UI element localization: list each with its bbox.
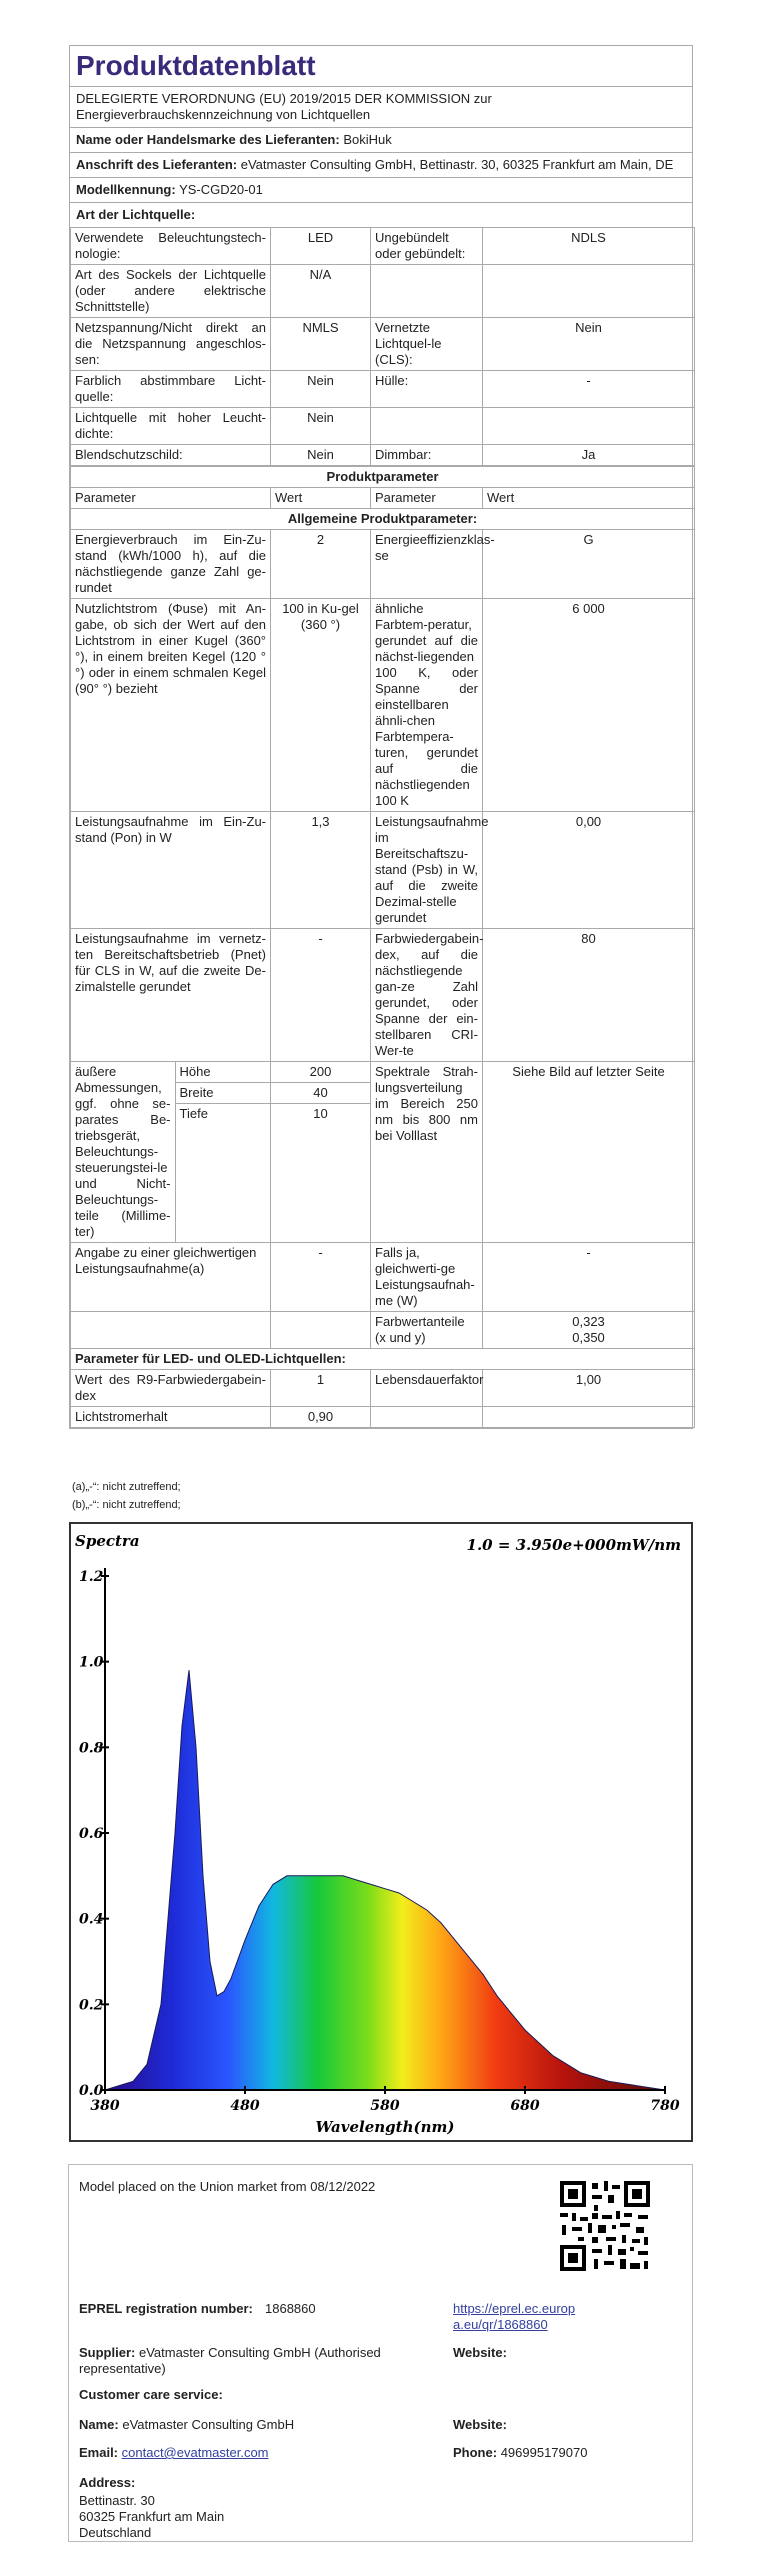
type-row-5-param-2: Dimmbar: xyxy=(371,445,483,466)
model-id: YS-CGD20-01 xyxy=(179,182,263,197)
customer-care-label: Customer care service: xyxy=(79,2387,223,2402)
spectrum-chart xyxy=(69,1522,693,2142)
equiv-power-w-label: Falls ja, gleichwerti-ge Leistungsaufnah-me (W) xyxy=(371,1243,483,1312)
type-row-3-value-2: - xyxy=(483,371,695,408)
type-row-4-value-2 xyxy=(483,408,695,445)
care-name-label: Name: xyxy=(79,2417,119,2432)
param-row-2-value-1: 1,3 xyxy=(271,812,371,929)
supplier-address-row xyxy=(70,153,692,178)
led-row-0-param-2: Lebensdauerfaktor xyxy=(371,1370,483,1407)
spectral-distribution-value: Siehe Bild auf letzter Seite xyxy=(483,1062,695,1243)
eprel-reg-number: 1868860 xyxy=(265,2301,316,2316)
type-row-3-param-1: Farblich abstimmbare Licht-quelle: xyxy=(71,371,271,408)
supplier-address: eVatmaster Consulting GmbH, Bettinastr. 30, 60325 Frankfurt am Main, DE xyxy=(240,157,674,172)
product-data-sheet xyxy=(69,45,693,1429)
x-tick-label: 680 xyxy=(510,2098,540,2114)
x-tick-label: 380 xyxy=(90,2098,120,2114)
led-row-0-value-2: 1,00 xyxy=(483,1370,695,1407)
spectrum-area xyxy=(105,1670,665,2090)
param-row-1-value-2: 6 000 xyxy=(483,599,695,812)
led-row-1-param-2 xyxy=(371,1407,483,1428)
param-row-1-param-2: ähnliche Farbtem-peratur, gerundet auf die nächst-liegenden 100 K, oder Spanne der einstellbaren ähnli-chen Farbtempera-turen, gerundet auf die nächstliegenden 100 K xyxy=(371,599,483,812)
equiv-power-w-value: - xyxy=(483,1243,695,1312)
type-row-0-value-1: LED xyxy=(271,228,371,265)
care-phone-label: Phone: xyxy=(453,2445,498,2460)
dimensions-label: äußere Abmessungen, ggf. ohne se-parates Be-triebsgerät, Beleuchtungs-steuerungstei-le und Nicht-Beleuchtungs-teile (Millime-ter) xyxy=(71,1062,175,1242)
dim-width-value: 40 xyxy=(271,1083,370,1104)
param-row-1-value-1: 100 in Ku-gel (360 °) xyxy=(271,599,371,812)
footnotes xyxy=(72,1478,181,1514)
model-row xyxy=(70,178,692,203)
col-header-parameter: Parameter xyxy=(71,488,271,509)
care-address xyxy=(79,2493,224,2541)
dim-height-value: 200 xyxy=(271,1062,370,1083)
care-address-label: Address: xyxy=(79,2475,136,2490)
type-row-1-param-1: Art des Sockels der Lichtquelle (oder andere elektrische Schnittstelle) xyxy=(71,265,271,318)
website-label: Website: xyxy=(453,2345,507,2360)
param-row-2-param-1: Leistungsaufnahme im Ein-Zu-stand (Pon) in W xyxy=(71,812,271,929)
type-row-0-param-1: Verwendete Beleuchtungstech-nologie: xyxy=(71,228,271,265)
market-placement: Model placed on the Union market from 08/12/2022 xyxy=(79,2179,376,2194)
model-label: Modellkennung: xyxy=(76,182,176,197)
footnote-a: (a)„-“: nicht zutreffend; xyxy=(72,1481,181,1493)
page-title: Produktdatenblatt xyxy=(70,46,692,87)
x-axis-label: Wavelength(nm) xyxy=(315,2118,455,2136)
section-product-parameters: Produktparameter xyxy=(71,467,695,488)
care-phone-row xyxy=(453,2445,587,2460)
supplier-name-label: Name oder Handelsmarke des Lieferanten: xyxy=(76,132,340,147)
param-row-3-value-1: - xyxy=(271,929,371,1062)
x-tick-label: 580 xyxy=(370,2098,400,2114)
address-country: Deutschland xyxy=(79,2525,152,2540)
type-row-1-value-2 xyxy=(483,265,695,318)
dimensions-values xyxy=(271,1062,371,1243)
type-row-1-value-1: N/A xyxy=(271,265,371,318)
chart-title: Spectra xyxy=(75,1532,140,1550)
empty-cell xyxy=(271,1312,371,1349)
chromaticity-values xyxy=(483,1312,695,1349)
type-row-2-param-1: Netzspannung/Nicht direkt an die Netzspannung angeschlos-sen: xyxy=(71,318,271,371)
supplier-name: BokiHuk xyxy=(343,132,392,147)
care-email-label: Email: xyxy=(79,2445,119,2460)
led-row-0-param-1: Wert des R9-Farbwiedergabein-dex xyxy=(71,1370,271,1407)
param-row-3-param-2: Farbwiedergabein-dex, auf die nächstliegende gan-ze Zahl gerundet, oder Spanne der ein-stellbaren CRI-Wer-te xyxy=(371,929,483,1062)
y-tick-label: 0.0 xyxy=(79,2083,104,2099)
type-row-3-param-2: Hülle: xyxy=(371,371,483,408)
type-row-5-value-2: Ja xyxy=(483,445,695,466)
y-tick-label: 1.0 xyxy=(79,1654,104,1671)
led-row-1-value-1: 0,90 xyxy=(271,1407,371,1428)
type-row-2-param-2: Vernetzte Lichtquel-le (CLS): xyxy=(371,318,483,371)
param-row-0-value-1: 2 xyxy=(271,530,371,599)
type-row-4-param-1: Lichtquelle mit hoher Leucht-dichte: xyxy=(71,408,271,445)
type-row-5-value-1: Nein xyxy=(271,445,371,466)
param-row-0-param-1: Energieverbrauch im Ein-Zu-stand (kWh/1000 h), auf die nächstliegende ganze Zahl ge-rundet xyxy=(71,530,271,599)
y-tick-label: 0.2 xyxy=(79,1997,104,2014)
type-row-2-value-2: Nein xyxy=(483,318,695,371)
dim-width-label: Breite xyxy=(176,1083,271,1104)
supplier-address-label: Anschrift des Lieferanten: xyxy=(76,157,238,172)
chromaticity-label: Farbwertanteile (x und y) xyxy=(371,1312,483,1349)
led-row-1-value-2 xyxy=(483,1407,695,1428)
supplier-info xyxy=(79,2345,439,2377)
equiv-power-label: Angabe zu einer gleichwertigen Leistungsaufnahme(a) xyxy=(71,1243,271,1312)
param-row-0-value-2: G xyxy=(483,530,695,599)
col-header-value: Wert xyxy=(271,488,371,509)
eprel-reg-label: EPREL registration number: xyxy=(79,2301,253,2316)
chromaticity-y: 0,350 xyxy=(572,1330,605,1345)
dim-height-label: Höhe xyxy=(176,1062,271,1083)
equiv-power-value: - xyxy=(271,1243,371,1312)
y-tick-label: 0.6 xyxy=(79,1826,104,1842)
spectrum-chart-svg xyxy=(71,1524,691,2140)
chart-annotation: 1.0 = 3.950e+000mW/nm xyxy=(466,1536,681,1554)
light-source-type-heading: Art der Lichtquelle: xyxy=(76,207,196,222)
qr-code-icon[interactable] xyxy=(558,2179,652,2273)
spectral-distribution-label: Spektrale Strah-lungsverteilung im Bereich 250 nm bis 800 nm bei Volllast xyxy=(371,1062,483,1243)
eprel-link[interactable]: https://eprel.ec.europa.eu/qr/1868860 xyxy=(453,2301,576,2332)
param-row-3-param-1: Leistungsaufnahme im vernetz-ten Bereitschaftsbetrieb (Pnet) für CLS in W, auf die zweite De-zimalstelle gerundet xyxy=(71,929,271,1062)
chromaticity-x: 0,323 xyxy=(572,1314,605,1329)
dim-depth-label: Tiefe xyxy=(179,1106,208,1121)
footnote-b: (b)„-“: nicht zutreffend; xyxy=(72,1499,181,1511)
col-header-value: Wert xyxy=(483,488,695,509)
care-phone: 496995179070 xyxy=(500,2445,588,2460)
eprel-info-box xyxy=(68,2164,693,2542)
light-source-type-table xyxy=(70,227,695,466)
type-row-2-value-1: NMLS xyxy=(271,318,371,371)
param-row-2-param-2: Leistungsaufnahme im Bereitschaftszu-stand (Psb) in W, auf die zweite Dezimal-stelle gerundet xyxy=(371,812,483,929)
y-tick-label: 1.2 xyxy=(79,1569,104,1585)
section-general-parameters: Allgemeine Produktparameter: xyxy=(71,509,695,530)
type-row-1-param-2 xyxy=(371,265,483,318)
address-city: 60325 Frankfurt am Main xyxy=(79,2509,225,2524)
dim-depth-value: 10 xyxy=(313,1106,328,1121)
care-email-row xyxy=(79,2445,269,2460)
type-row-3-value-1: Nein xyxy=(271,371,371,408)
type-row-0-param-2: Ungebündelt oder gebündelt: xyxy=(371,228,483,265)
care-website-label: Website: xyxy=(453,2417,507,2432)
address-street: Bettinastr. 30 xyxy=(79,2493,155,2508)
param-row-0-param-2: Energieeffizienzklas-se xyxy=(371,530,483,599)
dimensions-cell xyxy=(71,1062,271,1243)
type-row-5-param-1: Blendschutzschild: xyxy=(71,445,271,466)
col-header-parameter: Parameter xyxy=(371,488,483,509)
supplier-name-row xyxy=(70,128,692,153)
care-email-link[interactable]: contact@evatmaster.com xyxy=(121,2445,269,2460)
x-tick-label: 780 xyxy=(650,2098,680,2114)
supplier-value: eVatmaster Consulting GmbH (Authorised representative) xyxy=(79,2345,381,2376)
empty-cell xyxy=(71,1312,271,1349)
param-row-3-value-2: 80 xyxy=(483,929,695,1062)
type-row-4-param-2 xyxy=(371,408,483,445)
type-row-0-value-2: NDLS xyxy=(483,228,695,265)
product-parameters-table xyxy=(70,466,695,1428)
param-row-2-value-2: 0,00 xyxy=(483,812,695,929)
supplier-label: Supplier: xyxy=(79,2345,136,2360)
param-row-1-param-1: Nutzlichtstrom (Φuse) mit An-gabe, ob sich der Wert auf den Lichtstrom in einer Kugel (360° °), in einem breiten Kegel (120 °°) oder in einem schmalen Kegel (90° °) bezieht xyxy=(71,599,271,812)
type-row-4-value-1: Nein xyxy=(271,408,371,445)
x-tick-label: 480 xyxy=(230,2098,260,2114)
led-row-1-param-1: Lichtstromerhalt xyxy=(71,1407,271,1428)
care-name: eVatmaster Consulting GmbH xyxy=(122,2417,295,2432)
led-row-0-value-1: 1 xyxy=(271,1370,371,1407)
care-name-row xyxy=(79,2417,294,2432)
y-tick-label: 0.4 xyxy=(79,1911,104,1928)
regulation-text: DELEGIERTE VERORDNUNG (EU) 2019/2015 DER KOMMISSION zur Energieverbrauchskennzeichnung von Lichtquellen xyxy=(70,87,692,128)
section-led-parameters: Parameter für LED- und OLED-Lichtquellen: xyxy=(71,1349,695,1370)
y-tick-label: 0.8 xyxy=(79,1740,104,1757)
